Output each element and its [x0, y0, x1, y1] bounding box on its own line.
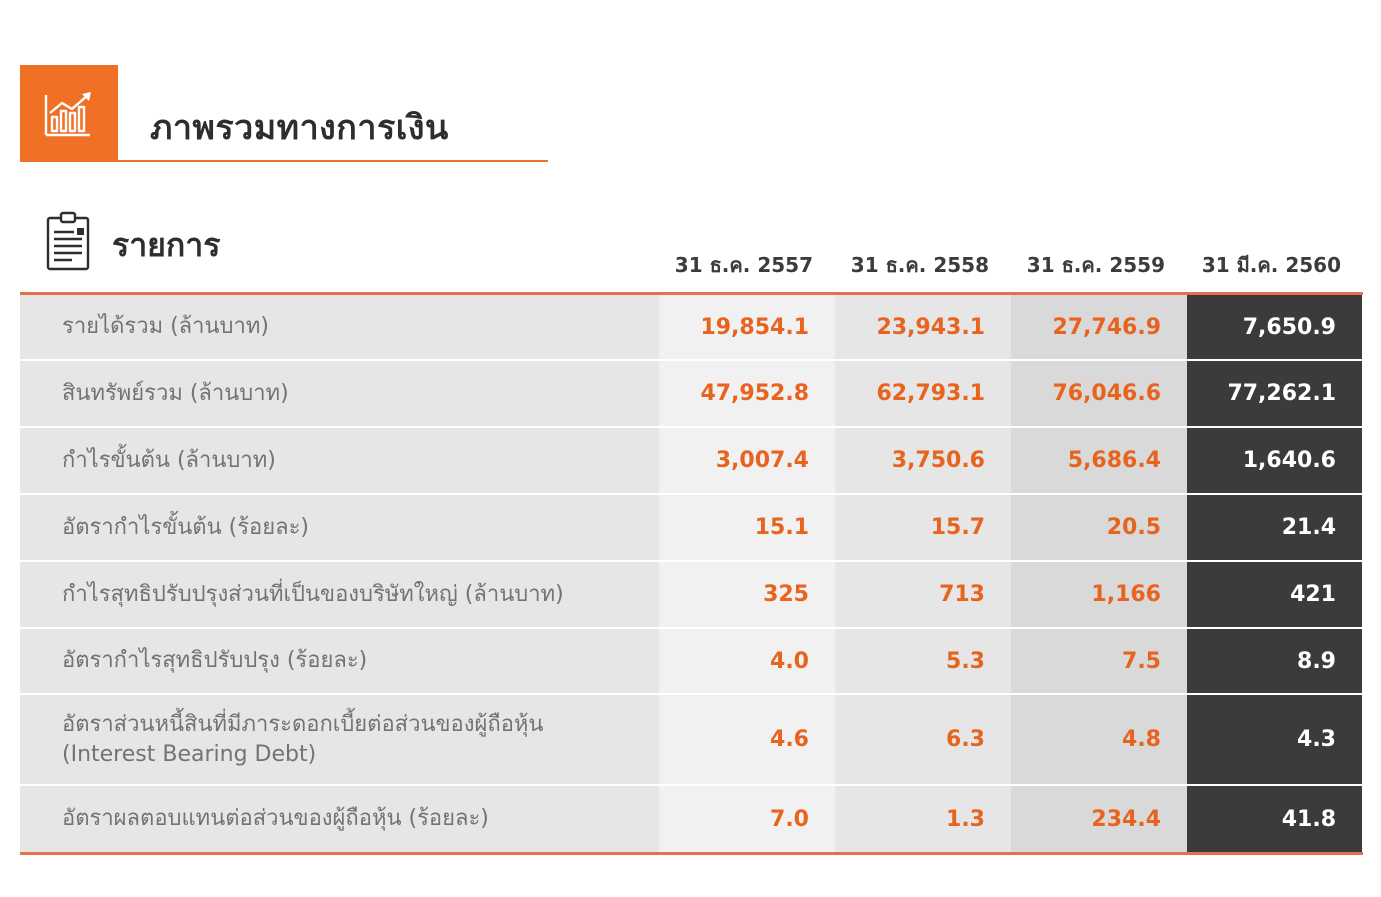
row-label: [20, 629, 659, 693]
row-label-text: อัตราผลตอบแทนต่อส่วนของผู้ถือหุ้น (ร้อยละ): [62, 806, 489, 831]
value-cell: 15.7: [835, 495, 1011, 560]
column-header-2558: 31 ธ.ค. 2558: [850, 253, 989, 277]
value-cell: 4.8: [1011, 695, 1187, 784]
table-row: [20, 428, 1363, 493]
value-cell: 4.3: [1187, 695, 1362, 784]
value-cell: 47,952.8: [659, 361, 835, 426]
table-row: [20, 786, 1363, 852]
value-cell: 7.0: [659, 786, 835, 852]
page-title: ภาพรวมทางการเงิน: [150, 108, 449, 148]
table-bottom-border: [20, 852, 1363, 855]
bar-chart-growth-icon: [44, 91, 94, 137]
value-cell: 15.1: [659, 495, 835, 560]
row-label: [20, 495, 659, 560]
row-label: [20, 695, 659, 784]
value-cell: 7,650.9: [1187, 295, 1362, 359]
row-label-text: อัตรากำไรขั้นต้น (ร้อยละ): [62, 514, 310, 540]
table-row: [20, 695, 1363, 784]
value-cell: 1,166: [1011, 562, 1187, 627]
row-label: [20, 295, 659, 359]
value-cell: 325: [659, 562, 835, 627]
table-row: [20, 629, 1363, 693]
value-cell: 1,640.6: [1187, 428, 1362, 493]
table-row: [20, 562, 1363, 627]
row-label: [20, 786, 659, 852]
row-label-text: รายได้รวม (ล้านบาท): [62, 314, 269, 339]
value-cell: 5,686.4: [1011, 428, 1187, 493]
row-label: [20, 428, 659, 493]
value-cell: 234.4: [1011, 786, 1187, 852]
column-header-2560: 31 มี.ค. 2560: [1201, 253, 1341, 277]
value-cell: 3,750.6: [835, 428, 1011, 493]
row-label-subtext: (Interest Bearing Debt): [62, 741, 317, 767]
clipboard-document-icon: [44, 210, 92, 272]
header-underline: [20, 160, 548, 162]
value-cell: 3,007.4: [659, 428, 835, 493]
value-cell: 62,793.1: [835, 361, 1011, 426]
value-cell: 20.5: [1011, 495, 1187, 560]
section-title: รายการ: [112, 226, 221, 264]
value-cell: 5.3: [835, 629, 1011, 693]
value-cell: 713: [835, 562, 1011, 627]
header-icon-box: [20, 65, 118, 162]
value-cell: 76,046.6: [1011, 361, 1187, 426]
table-row: [20, 495, 1363, 560]
row-label-text: สินทรัพย์รวม (ล้านบาท): [62, 380, 289, 406]
row-label-text: อัตราส่วนหนี้สินที่มีภาระดอกเบี้ยต่อส่วนของผู้ถือหุ้น: [62, 711, 544, 737]
row-label: [20, 361, 659, 426]
value-cell: 23,943.1: [835, 295, 1011, 359]
value-cell: 19,854.1: [659, 295, 835, 359]
table-row: [20, 295, 1363, 359]
value-cell: 7.5: [1011, 629, 1187, 693]
column-header-2559: 31 ธ.ค. 2559: [1026, 253, 1165, 277]
value-cell: 8.9: [1187, 629, 1362, 693]
value-cell: 77,262.1: [1187, 361, 1362, 426]
value-cell: 21.4: [1187, 495, 1362, 560]
row-label: [20, 562, 659, 627]
row-label-text: อัตรากำไรสุทธิปรับปรุง (ร้อยละ): [62, 648, 368, 673]
row-label-text: กำไรสุทธิปรับปรุงส่วนที่เป็นของบริษัทใหญ่ (ล้านบาท): [62, 581, 564, 607]
value-cell: 421: [1187, 562, 1362, 627]
table-row: [20, 361, 1363, 426]
value-cell: 6.3: [835, 695, 1011, 784]
value-cell: 1.3: [835, 786, 1011, 852]
value-cell: 4.6: [659, 695, 835, 784]
column-header-2557: 31 ธ.ค. 2557: [674, 253, 813, 277]
value-cell: 27,746.9: [1011, 295, 1187, 359]
value-cell: 4.0: [659, 629, 835, 693]
value-cell: 41.8: [1187, 786, 1362, 852]
row-label-text: กำไรขั้นต้น (ล้านบาท): [62, 447, 276, 473]
